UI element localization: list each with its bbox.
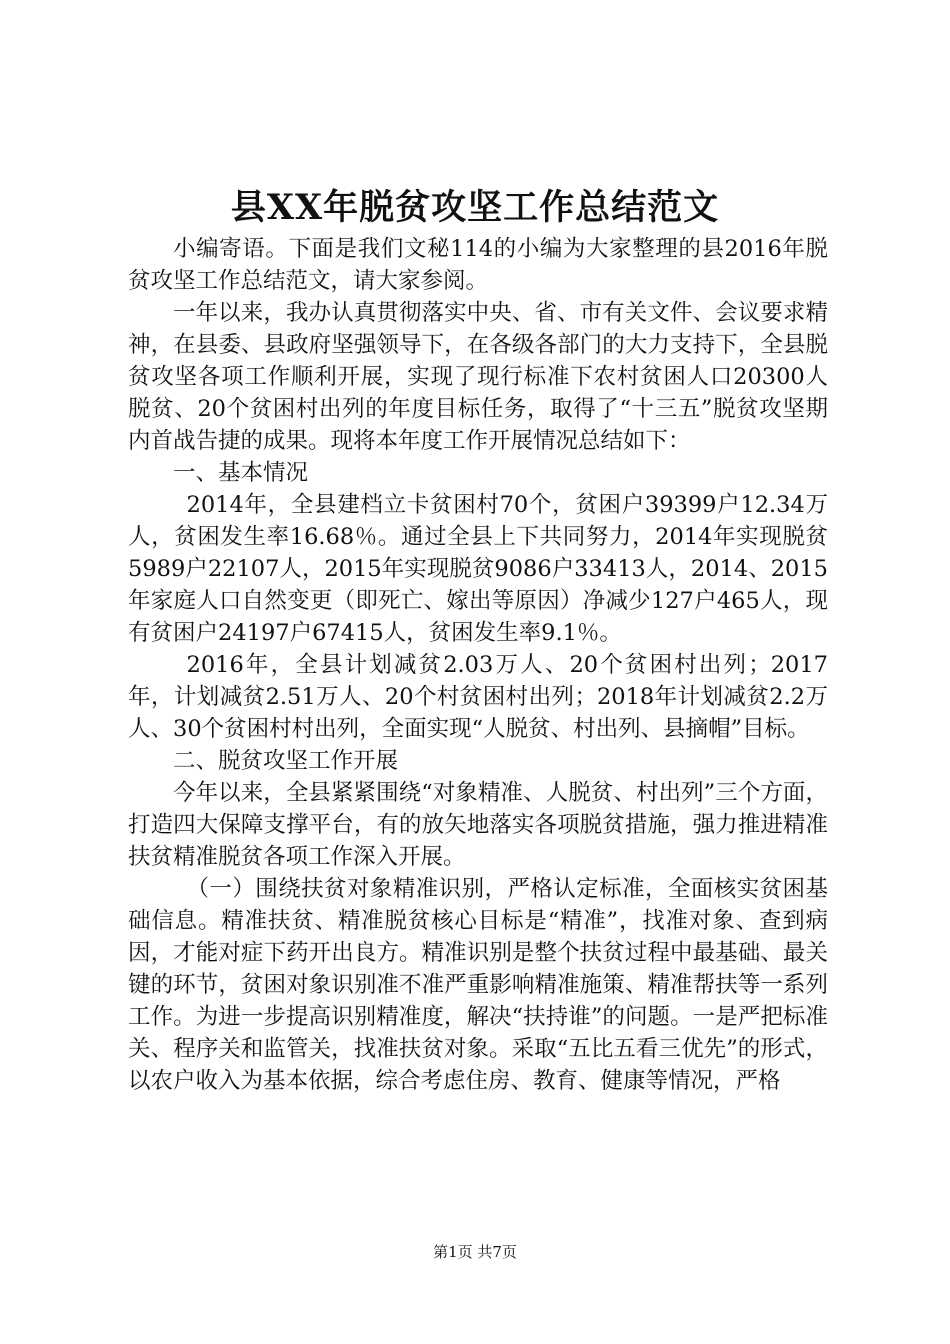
identification-paragraph: （一）围绕扶贫对象精准识别，严格认定标准，全面核实贫困基础信息。精准扶贫、精准脱贫核心目标是“精准”，找准对象、查到病因，才能对症下药开出良方。精准识别是整个扶贫过程中最基础、最关键的环节，贫困对象识别准不准严重影响精准施策、精准帮扶等一系列工作。为进一步提高识别精准度，解决“扶持谁”的问题。一是严把标准关、程序关和监管关，找准扶贫对象。采取“五比五看三优先”的形式，以农户收入为基本依据，综合考虑住房、教育、健康等情况，严格: [128, 876, 828, 1094]
section-heading-work-progress: 二、脱贫攻坚工作开展: [173, 748, 399, 774]
document-title: 县XX年脱贫攻坚工作总结范文: [230, 187, 720, 228]
basic-situation-paragraph: 2014年，全县建档立卡贫困村70个，贫困户39399户12.34万人，贫困发生率16.68％。通过全县上下共同努力，2014年实现脱贫5989户22107人，2015年实现脱贫9086户33413人，2014、2015年家庭人口自然变更（即死亡、嫁出等原因）净减少127户465人，现有贫困户24197户67415人，贫困发生率9.1％。: [128, 492, 828, 646]
page-footer: 第1页 共7页: [433, 1243, 517, 1261]
work-overview-paragraph: 今年以来，全县紧紧围绕“对象精准、人脱贫、村出列”三个方面，打造四大保障支撑平台，有的放矢地落实各项脱贫措施，强力推进精准扶贫精准脱贫各项工作深入开展。: [128, 780, 828, 870]
document-body: [128, 233, 828, 1097]
summary-paragraph: 一年以来，我办认真贯彻落实中央、省、市有关文件、会议要求精神，在县委、县政府坚强领导下，在各级各部门的大力支持下，全县脱贫攻坚各项工作顺利开展，实现了现行标准下农村贫困人口20300人脱贫、20个贫困村出列的年度目标任务，取得了“十三五”脱贫攻坚期内首战告捷的成果。现将本年度工作开展情况总结如下：: [128, 300, 828, 454]
intro-paragraph: 小编寄语。下面是我们文秘114的小编为大家整理的县2016年脱贫攻坚工作总结范文，请大家参阅。: [128, 236, 828, 294]
plan-paragraph: 2016年，全县计划减贫2.03万人、20个贫困村出列；2017年，计划减贫2.51万人、20个村贫困村出列；2018年计划减贫2.2万人、30个贫困村村出列，全面实现“人脱贫、村出列、县摘帽”目标。: [128, 652, 828, 742]
section-heading-basic-situation: 一、基本情况: [173, 460, 309, 486]
